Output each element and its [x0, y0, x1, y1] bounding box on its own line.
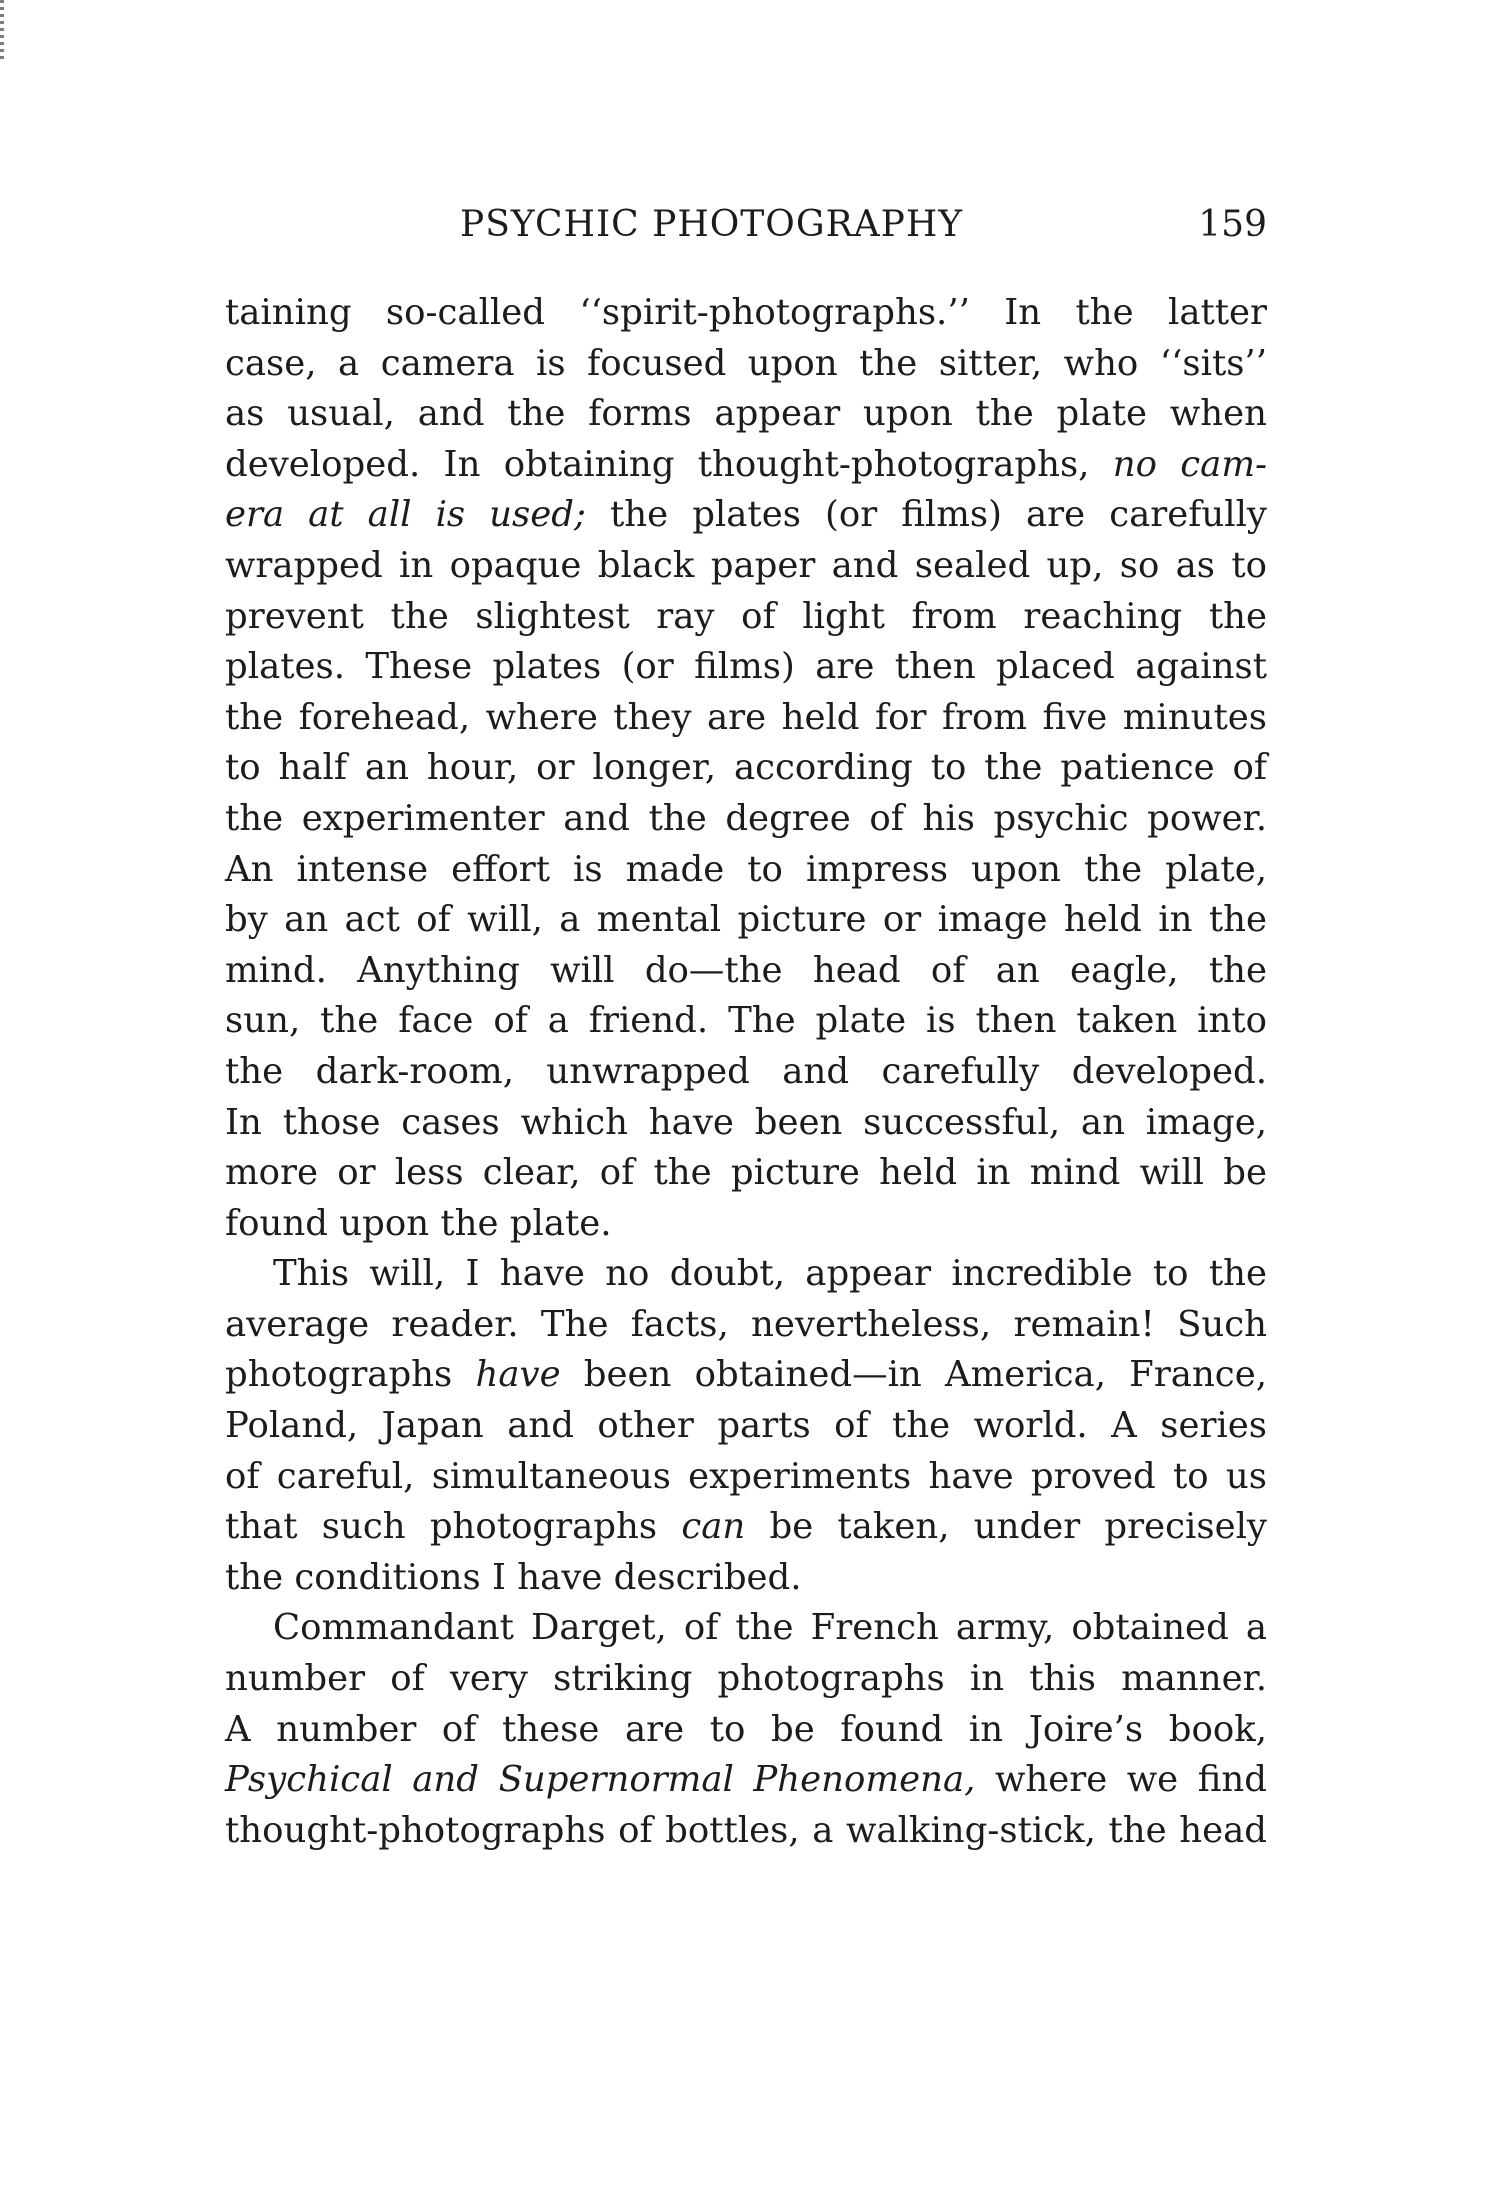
text-line: the dark-room, unwrapped and carefully developed. [225, 1050, 1267, 1092]
text-line: taining so-called ‘‘spirit-photographs.’’ In the latter [225, 292, 1267, 333]
text-line: wrapped in opaque black paper and sealed up, so as to [225, 544, 1267, 586]
text-line: thought-photographs of bottles, a walking-stick, the head [225, 1809, 1267, 1851]
text-line: This will, I have no doubt, appear incredible to the [273, 1253, 1267, 1295]
text-line: found upon the plate. [225, 1202, 612, 1244]
text-line: Psychical and Supernormal Phenomena, where we find [225, 1759, 1267, 1801]
text-line: An intense effort is made to impress upon the plate, [225, 848, 1267, 890]
body-text [225, 288, 1267, 1856]
text-line: the experimenter and the degree of his psychic power. [225, 797, 1267, 839]
italic-text: era at all is used; [225, 494, 586, 536]
text-line: era at all is used; the plates (or films) are carefully [225, 494, 1267, 536]
text-line: Commandant Darget, of the French army, obtained a [273, 1607, 1267, 1649]
page-number: 159 [1198, 204, 1267, 245]
italic-text: Psychical and Supernormal Phenomena, [225, 1759, 976, 1801]
text-line: that such photographs can be taken, under precisely [225, 1506, 1267, 1548]
text-line: of careful, simultaneous experiments have proved to us [225, 1455, 1267, 1497]
scan-edge-mark [0, 0, 4, 62]
text-line: mind. Anything will do—the head of an eagle, the [225, 949, 1267, 991]
italic-text: can [681, 1506, 746, 1548]
running-title: PSYCHIC PHOTOGRAPHY [460, 204, 964, 245]
text-line: A number of these are to be found in Joire’s book, [225, 1708, 1267, 1750]
page-header [225, 200, 1267, 250]
text-line: plates. These plates (or films) are then placed against [225, 646, 1267, 688]
text-line: prevent the slightest ray of light from reaching the [225, 595, 1267, 637]
text-line: average reader. The facts, nevertheless, remain! Such [225, 1303, 1267, 1345]
text-line: the conditions I have described. [225, 1556, 802, 1598]
text-line: to half an hour, or longer, according to the patience of [225, 747, 1267, 789]
text-line: more or less clear, of the picture held in mind will be [225, 1152, 1267, 1194]
text-line: the forehead, where they are held for from five minutes [225, 696, 1267, 738]
text-line: Poland, Japan and other parts of the world. A series [225, 1405, 1267, 1447]
text-line: photographs have been obtained—in America, France, [225, 1354, 1267, 1396]
text-line: by an act of will, a mental picture or image held in the [225, 899, 1267, 941]
text-line: In those cases which have been successful, an image, [225, 1101, 1267, 1143]
text-line: sun, the face of a friend. The plate is then taken into [225, 1000, 1267, 1042]
text-line: as usual, and the forms appear upon the plate when [225, 393, 1267, 435]
text-line: case, a camera is focused upon the sitter, who ‘‘sits’’ [225, 342, 1267, 384]
italic-text: have [475, 1354, 561, 1396]
text-line: developed. In obtaining thought-photographs, no cam- [225, 443, 1267, 485]
italic-text: no cam- [1112, 443, 1267, 485]
text-line: number of very striking photographs in this manner. [225, 1658, 1267, 1700]
